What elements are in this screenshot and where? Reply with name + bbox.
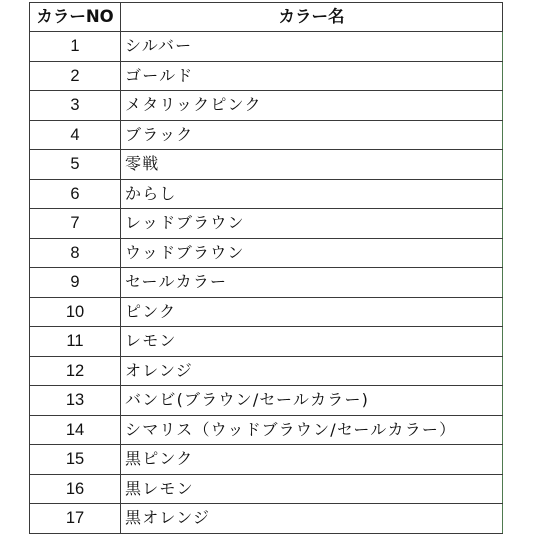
color-no-cell: 9 [30,268,121,298]
color-table [29,2,503,534]
table-row [30,504,503,534]
table-row [30,386,503,416]
color-name-cell: 黒オレンジ [121,504,503,534]
color-no-cell: 12 [30,356,121,386]
color-no-cell: 14 [30,415,121,445]
color-name-cell: レモン [121,327,503,357]
table-row [30,268,503,298]
table-header-row [30,3,503,32]
color-name-cell: 零戦 [121,150,503,180]
color-no-cell: 1 [30,32,121,62]
table-row [30,327,503,357]
color-no-cell: 11 [30,327,121,357]
color-no-cell: 15 [30,445,121,475]
color-no-cell: 7 [30,209,121,239]
table-row [30,61,503,91]
color-name-cell: メタリックピンク [121,91,503,121]
table-row [30,120,503,150]
table-row [30,356,503,386]
table-row [30,91,503,121]
table-row [30,474,503,504]
color-no-cell: 10 [30,297,121,327]
color-name-cell: ウッドブラウン [121,238,503,268]
table-row [30,415,503,445]
color-name-cell: ピンク [121,297,503,327]
color-no-cell: 16 [30,474,121,504]
header-color-name: カラー名 [121,3,503,32]
color-no-cell: 4 [30,120,121,150]
color-no-cell: 6 [30,179,121,209]
table-row [30,32,503,62]
color-name-cell: バンビ(ブラウン/セールカラー) [121,386,503,416]
color-table-container [29,2,502,534]
color-name-cell: シルバー [121,32,503,62]
table-row [30,179,503,209]
color-name-cell: からし [121,179,503,209]
color-name-cell: オレンジ [121,356,503,386]
color-name-cell: セールカラー [121,268,503,298]
header-color-no: カラーNO [30,3,121,32]
color-name-cell: レッドブラウン [121,209,503,239]
table-row [30,209,503,239]
color-name-cell: ブラック [121,120,503,150]
color-no-cell: 13 [30,386,121,416]
color-name-cell: ゴールド [121,61,503,91]
color-no-cell: 2 [30,61,121,91]
table-row [30,150,503,180]
color-name-cell: シマリス（ウッドブラウン/セールカラー） [121,415,503,445]
color-no-cell: 17 [30,504,121,534]
table-row [30,238,503,268]
color-name-cell: 黒ピンク [121,445,503,475]
table-row [30,445,503,475]
color-no-cell: 8 [30,238,121,268]
color-no-cell: 3 [30,91,121,121]
color-name-cell: 黒レモン [121,474,503,504]
table-row [30,297,503,327]
color-no-cell: 5 [30,150,121,180]
